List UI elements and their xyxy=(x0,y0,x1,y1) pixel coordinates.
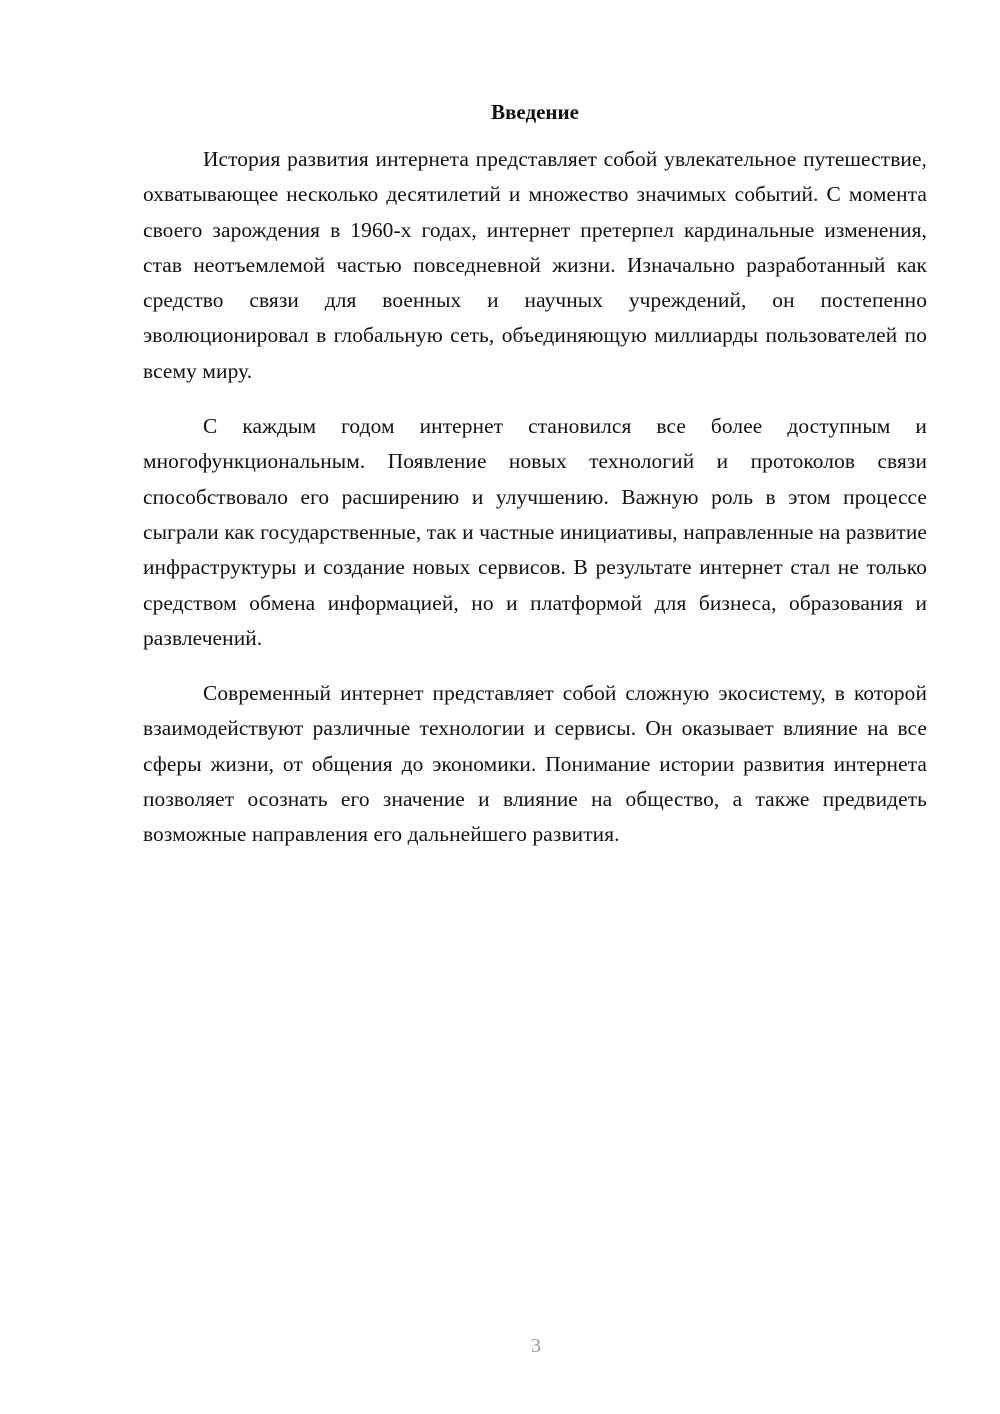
page-title: Введение xyxy=(491,100,579,124)
paragraph-3: Современный интернет представляет собой сложную экосистему, в которой взаимодействуют различные технологии и сервисы. Он оказывает влияние на все сферы жизни, от общения до экономики. Понимание истории развития интернета позволяет осознать его значение и влияние на общество, а также предвидеть возможные направления его дальнейшего развития. xyxy=(143,681,927,847)
body-text xyxy=(143,142,927,873)
page-number: 3 xyxy=(531,1335,541,1357)
paragraph-2: С каждым годом интернет становился все более доступным и многофункциональным. Появление новых технологий и протоколов связи способствовало его расширению и улучшению. Важную роль в этом процессе сыграли как государственные, так и частные инициативы, направленные на развитие инфраструктуры и создание новых сервисов. В результате интернет стал не только средством обмена информацией, но и платформой для бизнеса, образования и развлечений. xyxy=(143,414,927,650)
paragraph-1: История развития интернета представляет собой увлекательное путешествие, охватывающее несколько десятилетий и множество значимых событий. С момента своего зарождения в 1960-х годах, интернет претерпел кардинальные изменения, став неотъемлемой частью повседневной жизни. Изначально разработанный как средство связи для военных и научных учреждений, он постепенно эволюционировал в глобальную сеть, объединяющую миллиарды пользователей по всему миру. xyxy=(143,147,927,383)
